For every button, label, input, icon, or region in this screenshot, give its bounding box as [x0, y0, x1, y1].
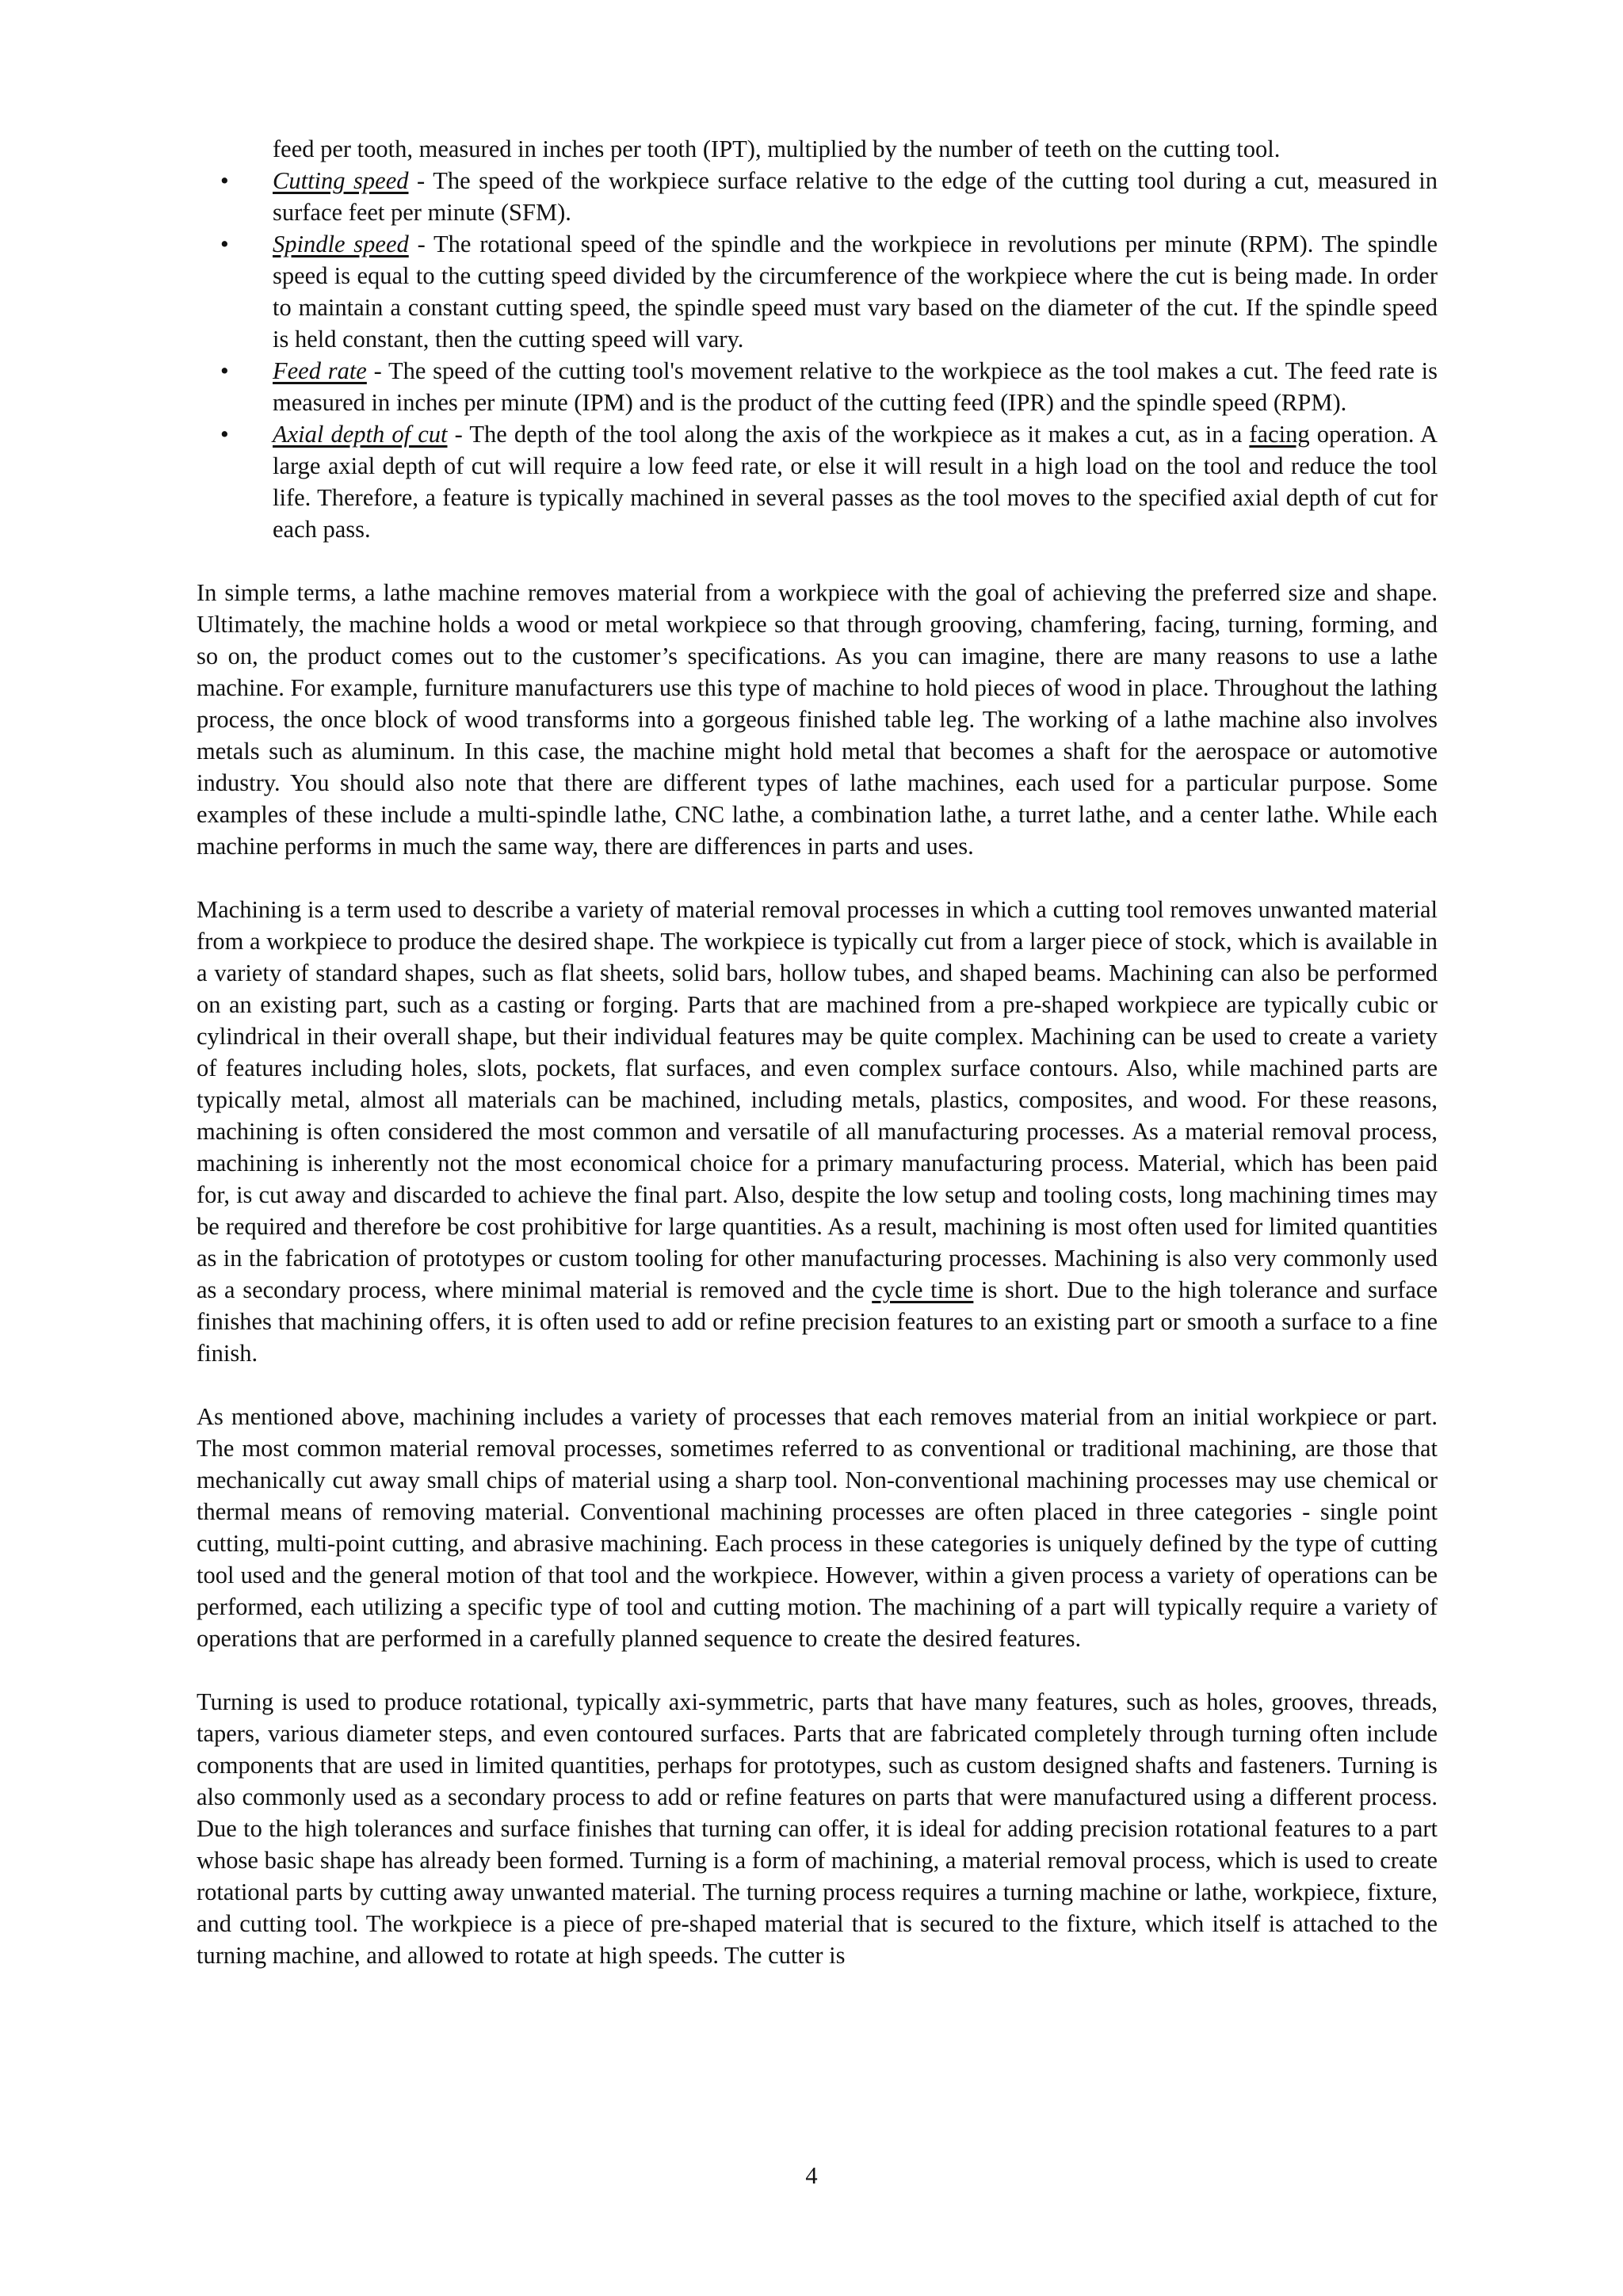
paragraph-machining-definition [197, 894, 1438, 1369]
page-number: 4 [805, 2162, 818, 2189]
term-cutting-speed[interactable]: Cutting speed [273, 167, 409, 194]
definition-item-spindle-speed [197, 228, 1438, 355]
continued-definition-text: feed per tooth, measured in inches per tooth (IPT), multiplied by the number of teeth on the cutting tool. [273, 135, 1281, 162]
bullet-glyph: • [220, 357, 229, 384]
definition-text-continued: operation. A large axial depth of cut will require a low feed rate, or else it will result in a high load on the tool and reduce the tool life. Therefore, a feature is typically machined in several passes as the tool moves to the specified axial depth of cut for each pass. [273, 421, 1438, 543]
definition-text: - The speed of the cutting tool's movement relative to the workpiece as the tool makes a cut. The feed rate is measured in inches per minute (IPM) and is the product of the cutting feed (IPR) and the spindle speed (RPM). [273, 357, 1438, 416]
definition-item-axial-depth-of-cut [197, 418, 1438, 545]
paragraph-text-continued: is short. Due to the high tolerance and surface finishes that machining offers, it is often used to add or refine precision features to an existing part or smooth a surface to a fine finish. [197, 1276, 1438, 1367]
paragraph-machining-processes [197, 1401, 1438, 1654]
paragraph-lathe-overview [197, 577, 1438, 862]
definition-list [197, 165, 1438, 545]
paragraph-text: Machining is a term used to describe a variety of material removal processes in which a cutting tool removes unwanted material from a workpiece to produce the desired shape. The workpiece is typically cut from a larger piece of stock, which is available in a variety of standard shapes, such as flat sheets, solid bars, hollow tubes, and shaped beams. Machining can also be performed on an existing part, such as a casting or forging. Parts that are machined from a pre-shaped workpiece are typically cubic or cylindrical in their overall shape, but their individual features may be quite complex. Machining can be used to create a variety of features including holes, slots, pockets, flat surfaces, and even complex surface contours. Also, while machined parts are typically metal, almost all materials can be machined, including metals, plastics, composites, and wood. For these reasons, machining is often considered the most common and versatile of all manufacturing processes. As a material removal process, machining is inherently not the most economical choice for a primary manufacturing process. Material, which has been paid for, is cut away and discarded to achieve the final part. Also, despite the low setup and tooling costs, long machining times may be required and therefore be cost prohibitive for large quantities. As a result, machining is most often used for limited quantities as in the fabrication of prototypes or custom tooling for other manufacturing processes. Machining is also very commonly used as a secondary process, where minimal material is removed and the [197, 896, 1438, 1303]
term-spindle-speed[interactable]: Spindle speed [273, 231, 409, 257]
definition-item-feed-rate [197, 355, 1438, 418]
paragraph-text: As mentioned above, machining includes a variety of processes that each removes material from an initial workpiece or part. The most common material removal processes, sometimes referred to as conventional or traditional machining, are those that mechanically cut away small chips of material using a sharp tool. Non-conventional machining processes may use chemical or thermal means of removing material. Conventional machining processes are often placed in three categories - single point cutting, multi-point cutting, and abrasive machining. Each process in these categories is uniquely defined by the type of cutting tool used and the general motion of that tool and the workpiece. However, within a given process a variety of operations can be performed, each utilizing a specific type of tool and cutting motion. The machining of a part will typically require a variety of operations that are performed in a carefully planned sequence to create the desired features. [197, 1403, 1438, 1652]
definition-item-cutting-speed [197, 165, 1438, 228]
definition-text: - The speed of the workpiece surface relative to the edge of the cutting tool during a cut, measured in surface feet per minute (SFM). [273, 167, 1438, 226]
paragraph-text: Turning is used to produce rotational, typically axi-symmetric, parts that have many features, such as holes, grooves, threads, tapers, various diameter steps, and even contoured surfaces. Parts that are fabricated completely through turning often include components that are used in limited quantities, perhaps for prototypes, such as custom designed shafts and fasteners. Turning is also commonly used as a secondary process to add or refine features on parts that were manufactured using a different process. Due to the high tolerances and surface finishes that turning can offer, it is ideal for adding precision rotational features to a part whose basic shape has already been formed. Turning is a form of machining, a material removal process, which is used to create rotational parts by cutting away unwanted material. The turning process requires a turning machine or lathe, workpiece, fixture, and cutting tool. The workpiece is a piece of pre-shaped material that is secured to the fixture, which itself is attached to the turning machine, and allowed to rotate at high speeds. The cutter is [197, 1688, 1438, 1969]
definition-text: - The rotational speed of the spindle and the workpiece in revolutions per minute (RPM). The spindle speed is equal to the cutting speed divided by the circumference of the workpiece where the cut is being made. In order to maintain a constant cutting speed, the spindle speed must vary based on the diameter of the cut. If the spindle speed is held constant, then the cutting speed will vary. [273, 231, 1438, 353]
term-axial-depth-of-cut[interactable]: Axial depth of cut [273, 421, 448, 448]
bullet-glyph: • [220, 167, 229, 194]
paragraph-text: In simple terms, a lathe machine removes material from a workpiece with the goal of achieving the preferred size and shape. Ultimately, the machine holds a wood or metal workpiece so that through grooving, chamfering, facing, turning, forming, and so on, the product comes out to the customer’s specifications. As you can imagine, there are many reasons to use a lathe machine. For example, furniture manufacturers use this type of machine to hold pieces of wood in place. Throughout the lathing process, the once block of wood transforms into a gorgeous finished table leg. The working of a lathe machine also involves metals such as aluminum. In this case, the machine might hold metal that becomes a shaft for the aerospace or automotive industry. You should also note that there are different types of lathe machines, each used for a particular purpose. Some examples of these include a multi-spindle lathe, CNC lathe, a combination lathe, a turret lathe, and a center lathe. While each machine performs in much the same way, there are differences in parts and uses. [197, 579, 1438, 860]
link-facing[interactable]: facing [1249, 421, 1310, 448]
document-page [197, 133, 1438, 1971]
term-feed-rate[interactable]: Feed rate [273, 357, 367, 384]
link-cycle-time[interactable]: cycle time [872, 1276, 974, 1303]
definition-text: - The depth of the tool along the axis of the workpiece as it makes a cut, as in a [447, 421, 1250, 448]
bullet-glyph: • [220, 231, 229, 257]
paragraph-turning [197, 1686, 1438, 1971]
bullet-glyph: • [220, 421, 229, 448]
